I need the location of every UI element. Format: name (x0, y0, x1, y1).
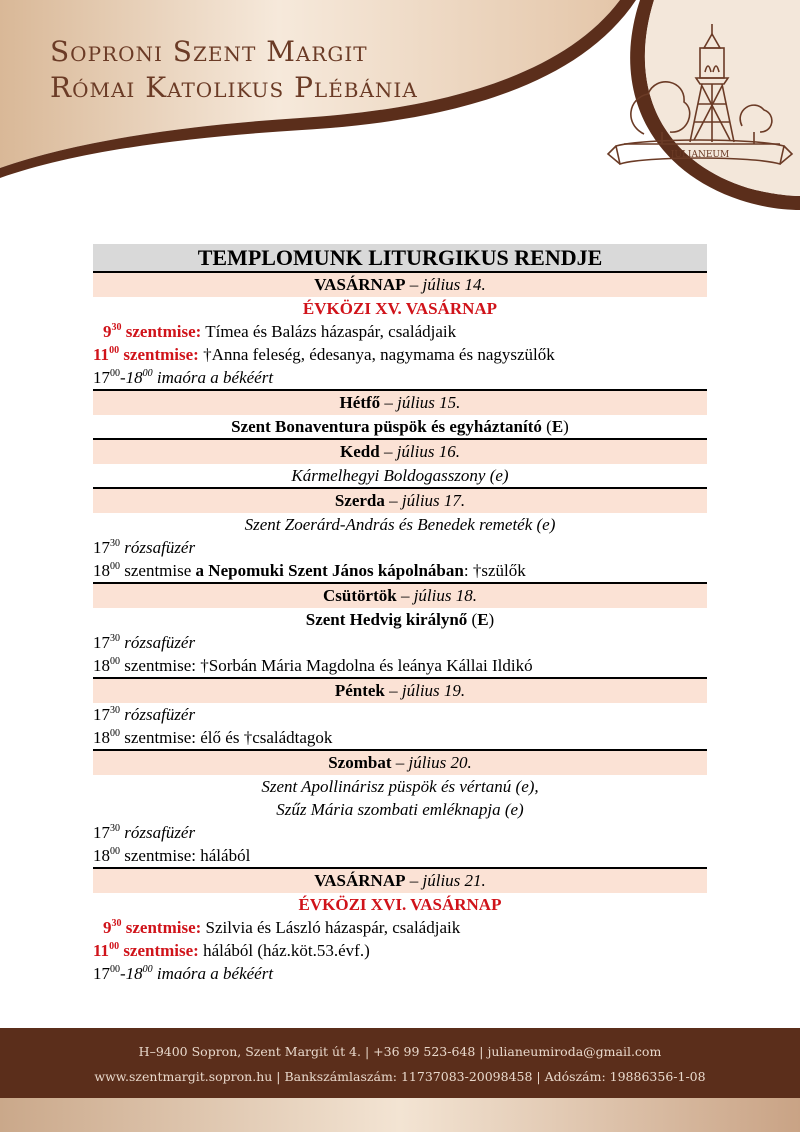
minute: 00 (110, 728, 120, 739)
day-date: – július 17. (384, 491, 466, 510)
day-name: Péntek (334, 681, 385, 700)
rank-paren: ( (541, 417, 552, 436)
mass-intention: Szilvia és László házaspár, családjaik (201, 918, 461, 937)
minute: 00 (109, 941, 120, 952)
rosary-line (93, 703, 707, 726)
feast-line: Szent Apollinárisz püspök és vértanú (e), (261, 777, 539, 796)
feast-rank: E (551, 417, 564, 436)
minute: 00 (142, 964, 153, 975)
footer-stripe (0, 1098, 800, 1132)
mass-label: szentmise: (121, 322, 202, 341)
day-date: – július 20. (391, 753, 472, 772)
feast-name: Szent Bonaventura püspök és egyháztanító (231, 417, 542, 436)
day-name: Szerda (334, 491, 385, 510)
day-name: Szombat (328, 753, 392, 772)
rosary-text: rózsafüzér (120, 538, 196, 557)
day-name: Kedd (340, 442, 380, 461)
prayer-line (93, 962, 707, 985)
feast-line (93, 608, 707, 631)
rosary-text: rózsafüzér (120, 823, 196, 842)
minute: 00 (110, 561, 120, 572)
sunday-name: ÉVKÖZI XVI. VASÁRNAP (298, 895, 502, 914)
minute: 30 (111, 918, 122, 929)
schedule-title: TEMPLOMUNK LITURGIKUS RENDJE (93, 244, 707, 271)
mass-line (93, 320, 707, 343)
day-date: – július 18. (396, 586, 477, 605)
prayer-text: imaóra a békéért (152, 368, 274, 387)
hour: 11 (93, 941, 110, 960)
hour-range: -18 (120, 964, 143, 983)
parish-title-line2: Római Katolikus Plébánia (50, 71, 418, 104)
hour: 18 (93, 846, 110, 865)
day-name: VASÁRNAP (314, 275, 406, 294)
rank-paren: ( (467, 610, 478, 629)
mass-intention: szentmise: †Sorbán Mária Magdolna és leánya Kállai Ildikó (120, 656, 533, 675)
liturgical-schedule (93, 244, 707, 985)
day-header-friday (93, 677, 707, 703)
julianeum-logo (604, 14, 794, 174)
day-name: Csütörtök (323, 586, 397, 605)
footer (0, 1028, 800, 1098)
mass-label: szentmise (120, 561, 196, 580)
prayer-line (93, 366, 707, 389)
minute: 00 (110, 846, 120, 857)
feast-rank: E (477, 610, 489, 629)
hour: 17 (93, 823, 110, 842)
day-date: – július 16. (379, 442, 460, 461)
day-header-sunday-1 (93, 271, 707, 297)
hour: 17 (93, 705, 110, 724)
hour: 17 (93, 633, 110, 652)
rosary-text: rózsafüzér (120, 705, 196, 724)
day-name: Hétfő (339, 393, 381, 412)
feast-line (93, 415, 707, 438)
hour: 11 (93, 345, 110, 364)
day-date: – július 19. (384, 681, 466, 700)
hour: 17 (93, 538, 110, 557)
day-header-thursday (93, 582, 707, 608)
mass-label: szentmise: (119, 941, 199, 960)
hour: 18 (93, 561, 110, 580)
hour: 17 (93, 368, 110, 387)
minute: 30 (111, 322, 122, 333)
mass-label: szentmise: (119, 345, 199, 364)
minute: 00 (110, 964, 120, 975)
sunday-name: ÉVKÖZI XV. VASÁRNAP (302, 299, 498, 318)
mass-line (93, 343, 707, 366)
rank-paren: ) (563, 417, 569, 436)
minute: 30 (110, 705, 120, 716)
mass-intention: hálából (ház.köt.53.évf.) (198, 941, 370, 960)
rosary-line (93, 536, 707, 559)
mass-location: a Nepomuki Szent János kápolnában (195, 561, 464, 580)
mass-intention: †Anna feleség, édesanya, nagymama és nagyszülők (198, 345, 555, 364)
mass-line (93, 939, 707, 962)
rosary-line (93, 821, 707, 844)
day-date: – július 15. (380, 393, 461, 412)
day-name: VASÁRNAP (314, 871, 406, 890)
day-date: – július 21. (405, 871, 486, 890)
footer-contact: H–9400 Sopron, Szent Margit út 4. | +36 99 523-648 | julianeumiroda@gmail.com (138, 1044, 662, 1059)
feast-name: Szent Hedvig királynő (305, 610, 468, 629)
day-date: – július 14. (405, 275, 486, 294)
feast-line: Szent Zoerárd-András és Benedek remeték (e) (244, 515, 556, 534)
minute: 00 (142, 368, 153, 379)
mass-intention: : †szülők (463, 561, 526, 580)
feast-line: Kármelhegyi Boldogasszony (e) (291, 466, 509, 485)
mass-line (93, 654, 707, 677)
mass-label: szentmise: (121, 918, 202, 937)
hour: 9 (103, 322, 112, 341)
parish-title (50, 34, 418, 106)
mass-line (93, 726, 707, 749)
day-header-sunday-2 (93, 867, 707, 893)
minute: 30 (110, 633, 120, 644)
feast-line: Szűz Mária szombati emléknapja (e) (276, 800, 524, 819)
day-header-wednesday (93, 487, 707, 513)
mass-line (93, 916, 707, 939)
day-header-tuesday (93, 438, 707, 464)
minute: 00 (109, 345, 120, 356)
rosary-text: rózsafüzér (120, 633, 196, 652)
rank-paren: ) (488, 610, 495, 629)
mass-intention: szentmise: hálából (120, 846, 251, 865)
day-header-saturday (93, 749, 707, 775)
hour: 17 (93, 964, 110, 983)
hour: 18 (93, 656, 110, 675)
logo-text: JULIANEUM (670, 150, 730, 160)
mass-line (93, 559, 707, 582)
hour: 9 (103, 918, 112, 937)
parish-title-line1: Soproni Szent Margit (50, 35, 368, 68)
minute: 30 (110, 538, 120, 549)
prayer-text: imaóra a békéért (152, 964, 274, 983)
mass-line (93, 844, 707, 867)
rosary-line (93, 631, 707, 654)
minute: 00 (110, 656, 120, 667)
footer-details: www.szentmargit.sopron.hu | Bankszámlaszám: 11737083-20098458 | Adószám: 19886356-1-08 (94, 1069, 706, 1084)
minute: 00 (110, 368, 120, 379)
hour-range: -18 (120, 368, 143, 387)
minute: 30 (110, 823, 120, 834)
hour: 18 (93, 728, 110, 747)
day-header-monday (93, 389, 707, 415)
mass-intention: szentmise: élő és †családtagok (120, 728, 333, 747)
mass-intention: Tímea és Balázs házaspár, családjaik (201, 322, 457, 341)
